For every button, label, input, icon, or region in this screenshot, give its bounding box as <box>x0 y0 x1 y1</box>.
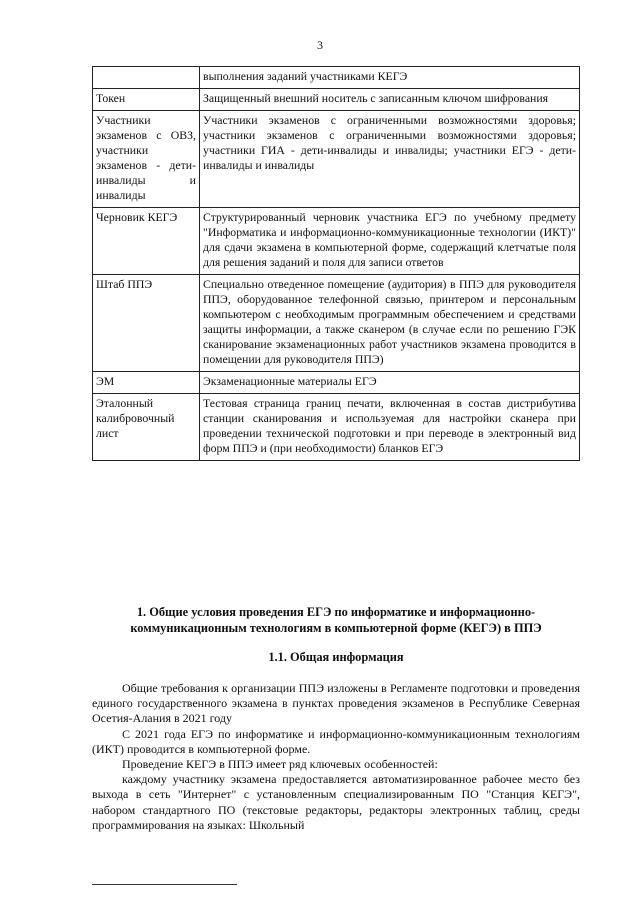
term-cell: ЭМ <box>93 372 200 394</box>
definition-cell: выполнения заданий участниками КЕГЭ <box>200 67 580 89</box>
definition-cell: Защищенный внешний носитель с записанным ключом шифрования <box>200 89 580 111</box>
section-title: 1. Общие условия проведения ЕГЭ по информатике и информационно-коммуникационным технологиям в компьютерной форме (КЕГЭ) в ППЭ <box>130 605 542 635</box>
table-row <box>93 394 580 461</box>
table-row <box>93 67 580 89</box>
body-text <box>92 681 580 833</box>
terms-table <box>92 66 580 461</box>
term-cell: Участники экзаменов с ОВЗ, участники экзаменов - дети-инвалиды и инвалиды <box>93 111 200 208</box>
table-row <box>93 275 580 372</box>
paragraph: Проведение КЕГЭ в ППЭ имеет ряд ключевых особенностей: <box>122 757 438 772</box>
term-cell: Черновик КЕГЭ <box>93 208 200 275</box>
definition-cell: Тестовая страница границ печати, включенная в состав дистрибутива станции сканирования и используемая для настройки сканера при проведении технической подготовки и при переводе в электронный вид форм ППЭ и (при необходимости) бланков ЕГЭ <box>200 394 580 461</box>
paragraph: С 2021 года ЕГЭ по информатике и информационно-коммуникационным технологиям (ИКТ) проводится в компьютерной форме. <box>92 726 580 756</box>
table-row <box>93 208 580 275</box>
definition-cell: Участники экзаменов с ограниченными возможностями здоровья; участники экзаменов с ограниченными возможностями здоровья; участники ГИА - дети-инвалиды и инвалиды; участники ЕГЭ - дети-инвалиды и инвалиды <box>200 111 580 208</box>
table-row <box>93 372 580 394</box>
term-cell <box>93 67 200 89</box>
term-cell: Эталонный калибровочный лист <box>93 394 200 461</box>
table-row <box>93 111 580 208</box>
term-cell: Токен <box>93 89 200 111</box>
paragraph: Общие требования к организации ППЭ изложены в Регламенте подготовки и проведения единого государственного экзамена в пунктах проведения экзаменов в Республике Северная Осетия-Алания в 2021 году <box>92 681 580 726</box>
term-cell: Штаб ППЭ <box>93 275 200 372</box>
page-number: 3 <box>317 38 323 52</box>
table-row <box>93 89 580 111</box>
subsection-title: 1.1. Общая информация <box>268 650 404 664</box>
paragraph: каждому участнику экзамена предоставляется автоматизированное рабочее место без выхода в сеть "Интернет" с установленным специализированным ПО "Станция КЕГЭ", набором стандартного ПО (текстовые редакторы, редакторы электронных таблиц, среды программирования на языках: Школьный <box>92 772 580 832</box>
definition-cell: Структурированный черновик участника ЕГЭ по учебному предмету "Информатика и информационно-коммуникационные технологии (ИКТ)" для сдачи экзамена в компьютерной форме, содержащий клетчатые поля для решения заданий и поля для записи ответов <box>200 208 580 275</box>
definition-cell: Экзаменационные материалы ЕГЭ <box>200 372 580 394</box>
definition-cell: Специально отведенное помещение (аудитория) в ППЭ для руководителя ППЭ, оборудованное телефонной связью, принтером и персональным компьютером с необходимым программным обеспечением и средствами защиты информации, а также сканером (в случае если по решению ГЭК сканирование экзаменационных работ участников экзамена проводится в помещении для руководителя ППЭ) <box>200 275 580 372</box>
footnote-divider <box>92 884 237 885</box>
